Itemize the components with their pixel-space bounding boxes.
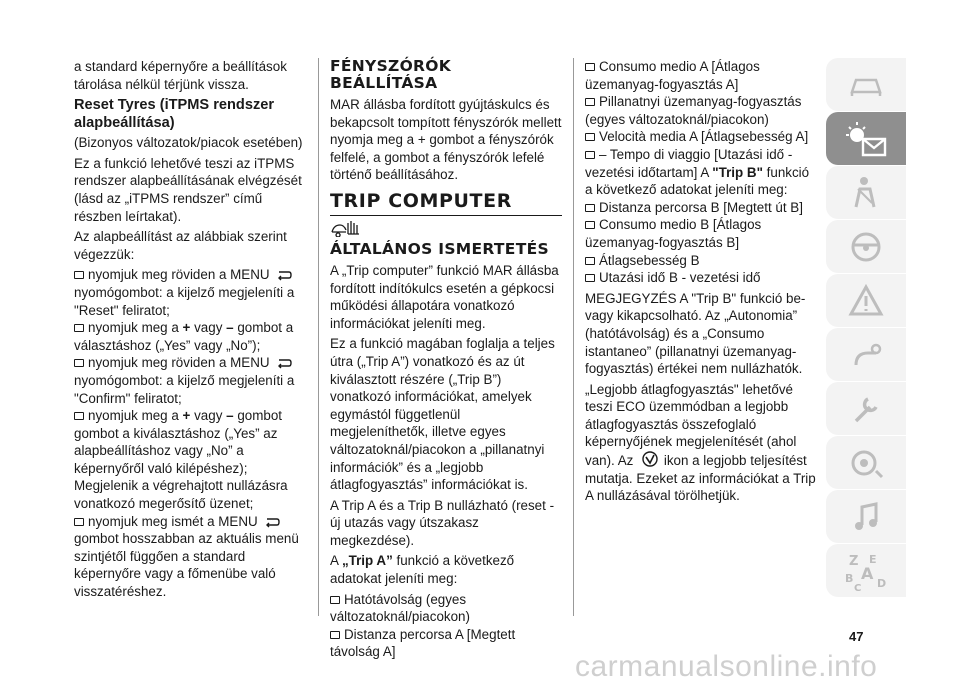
section-heading-headlights: FÉNYSZÓRÓK BEÁLLÍTÁSA — [330, 57, 452, 92]
minus-icon: – — [226, 320, 234, 336]
column-3 — [585, 58, 817, 508]
paragraph: Ez a funkció magában foglalja a teljes útra („Trip A”) vonatkozó és az út kiválasztott részére („Trip B”) vonatkozó információkat, amelyek egymástól függetlenül megjeleníthetők, illetve egyes változatoknál/piacokon a „pillanatnyi információk” és a „legjobb átlagfogyasztás” információkat is. — [330, 336, 555, 493]
tab-dashboard[interactable] — [826, 58, 906, 111]
paragraph: (Bizonyos változatok/piacok esetében) — [74, 135, 303, 151]
svg-text:C: C — [854, 582, 862, 593]
section-heading-general: ÁLTALÁNOS ISMERTETÉS — [330, 239, 549, 258]
watermark: carmanualsonline.info — [575, 650, 878, 683]
bullet-box-icon — [330, 631, 340, 639]
paragraph: a standard képernyőre a beállítások tárolása nélkül térjünk vissza. — [74, 59, 287, 92]
list-item: Velocità media A [Átlagsebesség A] — [585, 128, 817, 146]
list-item: Distanza percorsa A [Megtett távolság A] — [330, 626, 516, 660]
eco-best-consumption-icon — [640, 451, 660, 467]
list-item: Utazási idő B - vezetési idő — [585, 269, 817, 287]
svg-text:Z: Z — [849, 553, 859, 569]
bullet-box-icon — [74, 359, 84, 367]
paragraph: A Trip A és a Trip B nullázható (reset - új utazás vagy útszakasz megkezdése). — [330, 497, 555, 548]
menu-return-icon — [276, 269, 292, 281]
list-item: nyomjuk meg a + vagy – gombot a választáshoz („Yes” vagy „No”); — [74, 320, 294, 353]
svg-text:B: B — [845, 571, 854, 585]
section-heading-reset-tyres: Reset Tyres (iTPMS rendszer alapbeállítása) — [74, 97, 275, 132]
paragraph: A „Trip A” funkció a következő adatokat jeleníti meg: — [330, 553, 515, 587]
paragraph: MEGJEGYZÉS A "Trip B" funkció be-vagy kikapcsolható. Az „Autonomia” (hatótávolság) és a „Consumo istantaneo” (pillanatnyi üzemanyag-fogyasztás) értékei nem nullázhatók. — [585, 290, 806, 377]
column-2 — [330, 58, 562, 664]
bullet-box-icon — [74, 324, 84, 332]
trip-computer-icon — [330, 219, 562, 237]
bullet-box-icon — [585, 98, 595, 106]
column-1 — [74, 58, 306, 604]
tab-lights-messages[interactable] — [826, 112, 906, 165]
warning-light-envelope-icon — [841, 119, 891, 159]
chapter-heading-trip-computer: TRIP COMPUTER — [330, 190, 562, 216]
list-item: Distanza percorsa B [Megtett út B] — [585, 199, 817, 217]
alphabet-index-icon — [841, 549, 891, 593]
column-divider — [573, 58, 574, 616]
tab-maintenance[interactable] — [826, 382, 906, 435]
bullet-box-icon — [585, 204, 595, 212]
wheel-gear-icon — [846, 443, 886, 483]
menu-return-icon — [276, 357, 292, 369]
music-note-icon — [846, 497, 886, 537]
list-item: nyomjuk meg ismét a MENU gombot hosszabban az aktuális menü szintjétől függően a standard képernyőre vagy a főmenübe való visszatéréshez. — [74, 513, 299, 600]
bullet-box-icon — [585, 151, 595, 159]
list-item: – Tempo di viaggio [Utazási idő - vezetési időtartam] A "Trip B" funkció a következő adatokat jeleníti meg: — [585, 146, 810, 198]
bullet-box-icon — [585, 257, 595, 265]
tab-emergency[interactable] — [826, 328, 906, 381]
plus-icon: + — [182, 408, 191, 424]
paragraph: MAR állásba fordított gyújtáskulcs és bekapcsolt tompított fényszórók mellett nyomja meg a + gombot a fényszórók felfelé, a gombot a fényszórók lefelé történő beállításához. — [330, 97, 562, 183]
list-item: nyomjuk meg röviden a MENU nyomógombot: a kijelző megjeleníti a "Confirm" feliratot; — [74, 355, 295, 406]
tab-safety[interactable] — [826, 166, 906, 219]
bullet-box-icon — [585, 221, 595, 229]
bullet-box-icon — [74, 518, 84, 526]
svg-text:E: E — [869, 552, 877, 566]
paragraph: Ez a funkció lehetővé teszi az iTPMS rendszer alapbeállításának elvégzését (lásd az „iTPMS rendszer” című részben leírtakat). — [74, 155, 302, 224]
tab-technical-data[interactable] — [826, 436, 906, 489]
paragraph: Megjelenik a végrehajtott nullázásra vonatkozó megerősítő üzenet; — [74, 478, 288, 512]
steering-wheel-icon — [846, 227, 886, 267]
list-item: Consumo medio A [Átlagos üzemanyag-fogyasztás A] — [585, 59, 760, 92]
seatbelt-person-icon — [846, 173, 886, 213]
list-item: Consumo medio B [Átlagos üzemanyag-fogyasztás B] — [585, 217, 762, 250]
paragraph: gombot a kiválasztáshoz („Yes” az alapbeállításhoz vagy „No” a képernyőről való kilépéshez); — [74, 425, 278, 476]
paragraph: A „Trip computer” funkció MAR állásba fordított indítókulcs esetén a gépkocsi működési állapotára vonatkozó információkat jeleníti meg. — [330, 262, 559, 331]
bullet-box-icon — [585, 63, 595, 71]
tow-hook-icon — [846, 335, 886, 375]
list-item: Hatótávolság (egyes változatoknál/piacokon) — [330, 591, 470, 625]
list-item: nyomjuk meg röviden a MENU nyomógombot: a kijelző megjeleníti a "Reset" feliratot; — [74, 267, 295, 318]
tab-starting-driving[interactable] — [826, 220, 906, 273]
list-item: nyomjuk meg a + vagy – gombot — [74, 407, 306, 425]
bullet-box-icon — [74, 412, 84, 420]
warning-triangle-icon — [846, 281, 886, 321]
bullet-box-icon — [330, 596, 340, 604]
tab-index[interactable] — [826, 544, 906, 597]
bullet-box-icon — [585, 274, 595, 282]
svg-text:A: A — [861, 563, 874, 583]
page-number: 47 — [849, 629, 864, 644]
chapter-tabs — [826, 58, 906, 598]
minus-icon: – — [226, 408, 234, 424]
wrench-icon — [846, 389, 886, 429]
menu-return-icon — [264, 516, 280, 528]
plus-icon: + — [182, 320, 191, 336]
car-dashboard-icon — [846, 70, 886, 100]
list-item: Pillanatnyi üzemanyag-fogyasztás (egyes változatoknál/piacokon) — [585, 94, 802, 127]
tab-warnings[interactable] — [826, 274, 906, 327]
bullet-box-icon — [585, 133, 595, 141]
svg-text:D: D — [877, 576, 887, 590]
paragraph: „Legjobb átlagfogyasztás" lehetővé teszi ECO üzemmódban a legjobb átlagfogyasztás összefoglaló képernyőjének megjelenítését (ahol van). Az ikon a legjobb teljesítést mutatja. Ezeket az információkat a Trip A nullázásával törölhetjük. — [585, 381, 816, 504]
paragraph: Az alapbeállítást az alábbiak szerint végezzük: — [74, 229, 287, 262]
tab-multimedia[interactable] — [826, 490, 906, 543]
bullet-box-icon — [74, 271, 84, 279]
list-item: Átlagsebesség B — [585, 252, 817, 270]
column-divider — [318, 58, 319, 616]
